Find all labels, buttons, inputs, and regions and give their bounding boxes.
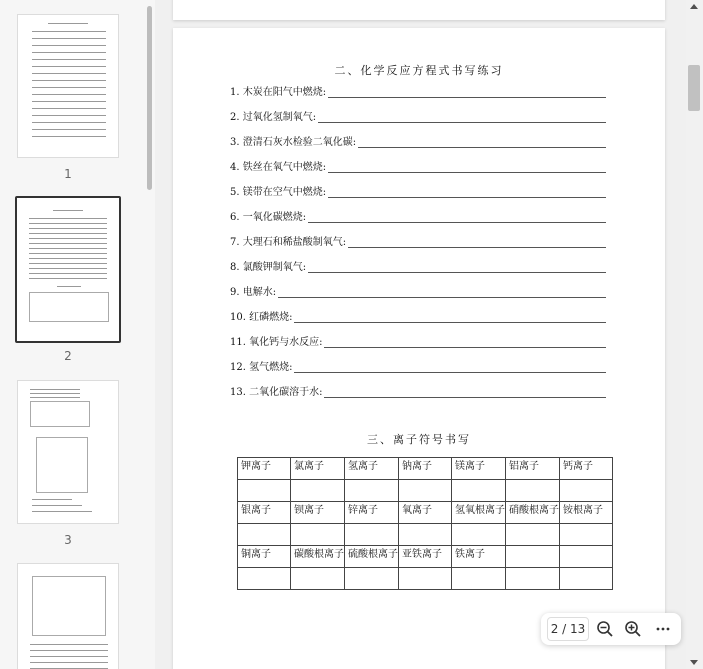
zoom-toolbar xyxy=(541,613,681,645)
page-thumbnail-1[interactable] xyxy=(17,14,119,158)
answer-cell[interactable] xyxy=(399,568,452,590)
ion-name-cell xyxy=(506,546,560,568)
thumbnail-line xyxy=(32,499,72,500)
thumbnail-line xyxy=(32,59,106,60)
zoom-out-icon xyxy=(596,620,614,638)
thumbnail-line xyxy=(30,662,108,663)
answer-blank[interactable] xyxy=(328,164,606,173)
thumbnail-table xyxy=(30,401,90,427)
thumbnail-line xyxy=(48,23,88,24)
answer-blank[interactable] xyxy=(358,139,606,148)
answer-cell[interactable] xyxy=(452,568,506,590)
answer-blank[interactable] xyxy=(278,289,606,298)
previous-page-edge xyxy=(173,0,665,20)
answer-cell[interactable] xyxy=(345,524,399,546)
answer-cell[interactable] xyxy=(238,524,291,546)
answer-cell[interactable] xyxy=(506,524,560,546)
ion-name-cell: 钙离子 xyxy=(560,458,613,480)
thumbnail-line xyxy=(29,243,107,244)
question-item xyxy=(230,109,606,123)
answer-cell[interactable] xyxy=(238,568,291,590)
table-row xyxy=(238,458,613,480)
question-item xyxy=(230,159,606,173)
question-text: 9. 电解水: xyxy=(230,287,277,298)
thumbnail-line xyxy=(32,73,106,74)
thumbnail-line xyxy=(53,210,83,211)
document-viewer xyxy=(155,0,703,669)
answer-blank[interactable] xyxy=(318,114,606,123)
page-thumbnail-2[interactable] xyxy=(15,196,121,343)
more-options-button[interactable] xyxy=(651,617,675,641)
question-text: 2. 过氧化氢制氧气: xyxy=(230,112,317,123)
table-row xyxy=(238,524,613,546)
question-text: 7. 大理石和稀盐酸制氧气: xyxy=(230,237,347,248)
scrollbar-thumb[interactable] xyxy=(688,65,700,111)
question-item xyxy=(230,84,606,98)
answer-cell[interactable] xyxy=(291,568,345,590)
thumbnail-table xyxy=(36,437,88,493)
vertical-scrollbar[interactable] xyxy=(686,0,703,669)
document-page xyxy=(173,28,665,669)
ion-name-cell: 硫酸根离子 xyxy=(345,546,399,568)
answer-blank[interactable] xyxy=(328,89,606,98)
zoom-in-icon xyxy=(624,620,642,638)
answer-cell[interactable] xyxy=(560,524,613,546)
thumbnail-line xyxy=(32,115,106,116)
answer-cell[interactable] xyxy=(238,480,291,502)
question-text: 5. 镁带在空气中燃烧: xyxy=(230,187,327,198)
ion-name-cell xyxy=(560,546,613,568)
question-text: 1. 木炭在阳气中燃烧: xyxy=(230,87,327,98)
thumbnail-line xyxy=(32,87,106,88)
table-row xyxy=(238,502,613,524)
section-title: 三、离子符号书写 xyxy=(367,433,471,446)
page-indicator[interactable]: 2 / 13 xyxy=(547,617,589,641)
ion-name-cell: 镁离子 xyxy=(452,458,506,480)
thumbnail-line xyxy=(30,397,80,398)
thumbnail-line xyxy=(29,258,107,259)
question-text: 6. 一氧化碳燃烧: xyxy=(230,212,307,223)
ion-name-cell: 硝酸根离子 xyxy=(506,502,560,524)
thumbnail-line xyxy=(32,505,82,506)
answer-cell[interactable] xyxy=(345,568,399,590)
thumbnail-line xyxy=(32,122,106,123)
answer-cell[interactable] xyxy=(506,568,560,590)
more-options-icon xyxy=(655,626,671,632)
ion-name-cell: 钠离子 xyxy=(399,458,452,480)
thumbnail-line xyxy=(57,286,81,287)
page-thumbnail-4[interactable] xyxy=(17,563,119,669)
zoom-in-button[interactable] xyxy=(621,617,645,641)
thumbnail-page-number: 3 xyxy=(64,533,72,547)
ion-name-cell: 铵根离子 xyxy=(560,502,613,524)
question-item xyxy=(230,259,606,273)
thumbnail-line xyxy=(32,136,106,137)
zoom-out-button[interactable] xyxy=(593,617,617,641)
ion-name-cell: 铜离子 xyxy=(238,546,291,568)
thumbnail-line xyxy=(29,273,107,274)
thumbnail-table xyxy=(29,292,109,322)
thumbnail-line xyxy=(30,644,108,645)
table-row xyxy=(238,480,613,502)
question-item xyxy=(230,384,606,398)
thumbnail-line xyxy=(29,228,107,229)
thumbnail-line xyxy=(32,101,106,102)
table-row xyxy=(238,546,613,568)
thumbnail-line xyxy=(29,253,107,254)
thumbnail-line xyxy=(32,31,106,32)
thumbnail-line xyxy=(32,66,106,67)
ion-name-cell: 碳酸根离子 xyxy=(291,546,345,568)
ion-name-cell: 钡离子 xyxy=(291,502,345,524)
scroll-up-arrow-icon[interactable] xyxy=(690,4,698,9)
answer-blank[interactable] xyxy=(294,364,606,373)
thumbnail-page-number: 2 xyxy=(64,349,72,363)
answer-cell[interactable] xyxy=(399,524,452,546)
thumbnail-line xyxy=(32,52,106,53)
answer-blank[interactable] xyxy=(324,339,606,348)
answer-cell[interactable] xyxy=(560,480,613,502)
ion-symbol-table xyxy=(237,457,613,590)
answer-blank[interactable] xyxy=(308,264,606,273)
table-row xyxy=(238,568,613,590)
thumbnail-line xyxy=(30,389,80,390)
question-text: 3. 澄清石灰水检验二氧化碳: xyxy=(230,137,357,148)
question-text: 10. 红磷燃烧: xyxy=(230,312,293,323)
thumbnail-line xyxy=(30,393,80,394)
thumbnail-line xyxy=(29,268,107,269)
thumbnail-line xyxy=(32,129,106,130)
thumbnail-line xyxy=(29,263,107,264)
question-text: 13. 二氧化碳溶于水: xyxy=(230,387,323,398)
question-item xyxy=(230,334,606,348)
thumbnail-table xyxy=(32,576,106,636)
thumbnail-line xyxy=(29,233,107,234)
thumbnail-line xyxy=(32,108,106,109)
answer-cell[interactable] xyxy=(291,524,345,546)
ion-name-cell: 氧离子 xyxy=(399,502,452,524)
answer-cell[interactable] xyxy=(560,568,613,590)
thumbnail-sidebar xyxy=(0,0,156,669)
ion-name-cell: 氢离子 xyxy=(345,458,399,480)
ion-name-cell: 锌离子 xyxy=(345,502,399,524)
answer-cell[interactable] xyxy=(345,480,399,502)
question-item xyxy=(230,134,606,148)
question-item xyxy=(230,284,606,298)
answer-cell[interactable] xyxy=(291,480,345,502)
answer-cell[interactable] xyxy=(506,480,560,502)
ion-name-cell: 氯离子 xyxy=(291,458,345,480)
question-item xyxy=(230,184,606,198)
answer-blank[interactable] xyxy=(294,314,606,323)
ion-name-cell: 氢氧根离子 xyxy=(452,502,506,524)
section-title: 二、化学反应方程式书写练习 xyxy=(334,64,504,77)
thumbnail-line xyxy=(29,248,107,249)
question-item xyxy=(230,209,606,223)
thumbnail-line xyxy=(32,511,92,512)
question-item xyxy=(230,359,606,373)
thumbnail-page-number: 1 xyxy=(64,167,72,181)
question-text: 12. 氢气燃烧: xyxy=(230,362,293,373)
thumbnail-line xyxy=(29,223,107,224)
sidebar-scrollbar[interactable] xyxy=(147,6,152,190)
question-item xyxy=(230,309,606,323)
question-text: 8. 氯酸钾制氧气: xyxy=(230,262,307,273)
thumbnail-line xyxy=(32,38,106,39)
ion-name-cell: 钾离子 xyxy=(238,458,291,480)
page-thumbnail-3[interactable] xyxy=(17,380,119,524)
thumbnail-line xyxy=(29,218,107,219)
answer-blank[interactable] xyxy=(328,189,606,198)
question-item xyxy=(230,234,606,248)
scroll-down-arrow-icon[interactable] xyxy=(690,660,698,665)
answer-cell[interactable] xyxy=(452,524,506,546)
ion-name-cell: 铝离子 xyxy=(506,458,560,480)
answer-cell[interactable] xyxy=(452,480,506,502)
ion-name-cell: 亚铁离子 xyxy=(399,546,452,568)
question-text: 11. 氧化钙与水反应: xyxy=(230,337,323,348)
ion-name-cell: 银离子 xyxy=(238,502,291,524)
thumbnail-line xyxy=(29,238,107,239)
answer-blank[interactable] xyxy=(324,389,606,398)
thumbnail-line xyxy=(30,656,108,657)
thumbnail-line xyxy=(32,80,106,81)
question-text: 4. 铁丝在氧气中燃烧: xyxy=(230,162,327,173)
thumbnail-line xyxy=(32,45,106,46)
thumbnail-line xyxy=(30,650,108,651)
ion-name-cell: 铁离子 xyxy=(452,546,506,568)
thumbnail-line xyxy=(32,94,106,95)
answer-blank[interactable] xyxy=(348,239,606,248)
answer-blank[interactable] xyxy=(308,214,606,223)
answer-cell[interactable] xyxy=(399,480,452,502)
thumbnail-line xyxy=(29,278,107,279)
